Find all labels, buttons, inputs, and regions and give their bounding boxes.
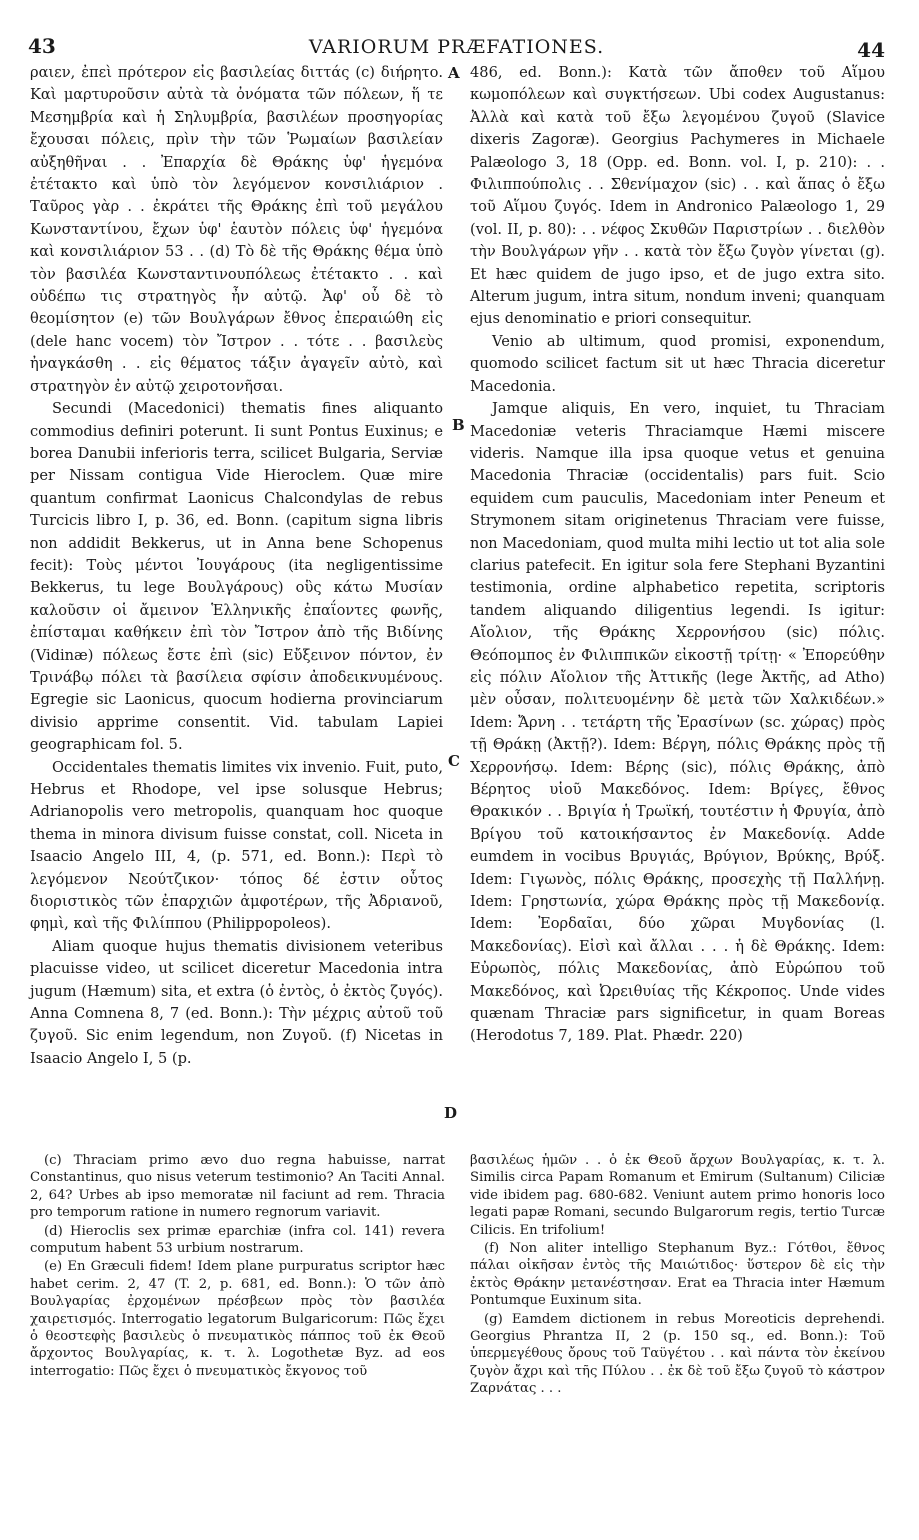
page-number-right: 44 <box>857 38 885 62</box>
right-column <box>470 62 885 1048</box>
footnote-g: (g) Eamdem dictionem in rebus Moreoticis deprehendi. Georgius Phrantza II, 2 (p. 150 sq., ed. Bonn.): Τοῦ ὑπερμεγέθους ὄρους τοῦ Ταϋγέτου . . καὶ πάντα τὸν ἐκείνου ζυγὸν ἄχρι καὶ τῆς Πύλου . . ἐκ δὲ τοῦ ἔξω ζυγοῦ τὸ κάστρον Ζαρνάτας . . . <box>470 1311 885 1397</box>
margin-marker-b: B <box>452 416 465 434</box>
footnotes-left <box>30 1152 445 1381</box>
left-paragraph-4: Aliam quoque hujus thematis divisionem veteribus placuisse video, ut scilicet diceretur Macedonia intra jugum (Hæmum) sita, et extra (ὁ ἐντὸς, ὁ ἐκτὸς ζυγός). Anna Comnena 8, 7 (ed. Bonn.): Τὴν μέχρις αὐτοῦ τοῦ ζυγοῦ. Sic enim legendum, non Ζυγοῦ. (f) Nicetas in Isaacio Angelo I, 5 (p. <box>30 937 443 1067</box>
page-number-left: 43 <box>28 34 56 58</box>
left-paragraph-3: Occidentales thematis limites vix invenio. Fuit, puto, Hebrus et Rhodope, vel ipse solusque Hebrus; Adrianopolis vero metropolis, quanquam hoc quoque thema in minora divisum fuisse constat, coll. Niceta in Isaacio Angelo III, 4, (p. 571, ed. Bonn.): Περὶ τὸ λεγόμενον Νεούτζικον· τόπος δέ ἐστιν οὗτος διοριστικὸς τῶν ἐπαρχιῶν ἀμφοτέρων, τῆς Ἀδριανοῦ, φημὶ, καὶ τῆς Φιλίππου (Philippopoleos). <box>30 758 443 933</box>
margin-marker-c: C <box>448 752 460 770</box>
page-header <box>28 34 885 60</box>
margin-marker-d: D <box>444 1104 458 1122</box>
footnote-c: (c) Thraciam primo ævo duo regna habuisse, narrat Constantinus, quo nisus veterum testimonio? An Taciti Annal. 2, 64? Urbes ab ipso memoratæ nil faciunt ad rem. Thracia pro temporum ratione in numero regnorum variavit. <box>30 1153 445 1221</box>
left-paragraph-1: ραιεν, ἐπεὶ πρότερον εἰς βασιλείας διττάς (c) διήρητο. Καὶ μαρτυροῦσιν αὐτὰ τὰ ὀνόματα τῶν πόλεων, ἥ τε Μεσημβρία καὶ ἡ Σηλυμβρία, βασιλέων προσηγορίας ἔχουσαι πόλεις, πρὶν τὴν τῶν Ῥωμαίων βασιλείαν αὐξηθῆναι . . Ἐπαρχία δὲ Θράκης ὑφ' ἡγεμόνα ἐτέτακτο καὶ ὑπὸ τὸν λεγόμενον κονσιλιάριον . Ταῦρος γὰρ . . ἐκράτει τῆς Θράκης ἐπὶ τοῦ μεγάλου Κωνσταντίνου, ἔχων ὑφ' ἑαυτὸν πόλεις ὑφ' ἡγεμόνα καὶ κονσιλιάριον 53 . . (d) Τὸ δὲ τῆς Θράκης θέμα ὑπὸ τὸν βασιλέα Κωνσταντινουπόλεως ἐτέτακτο . . καὶ οὐδέπω τις στρατηγὸς ἦν αὐτῷ. Ἀφ' οὗ δὲ τὸ θεομίσητον (e) τῶν Βουλγάρων ἔθνος ἐπεραιώθη εἰς (dele hanc vocem) τὸν Ἴστρον . . τότε . . βασιλεὺς ἠναγκάσθη . . εἰς θέματος τάξιν ἀγαγεῖν αὐτὸ, καὶ στρατηγὸν ἐν αὐτῷ χειροτονῆσαι. <box>30 64 443 395</box>
right-paragraph-3: Jamque aliquis, En vero, inquiet, tu Thraciam Macedoniæ veteris Thraciamque Hæmi miscere videris. Namque illa ipsa quoque vetus et genuina Macedonia Thraciæ (occidentalis) pars fuit. Scio equidem cum pauculis, Macedoniam inter Peneum et Strymonem sitam originetenus Thraciam vere fuisse, non Macedoniam, quod multa mihi lectio ut tot alia sole clarius patefecit. En igitur sola fere Stephani Byzantini testimonia, ordine alphabetico repetita, scriptoris tandem aliquando diligentius legendi. Is igitur: Αἴολιον, τῆς Θράκης Χερρονήσου (sic) πόλις. Θεόπομπος ἐν Φιλιππικῶν εἰκοστῇ τρίτῃ· « Ἐπορεύθην εἰς πόλιν Αἴολιον τῆς Ἀττικῆς (lege Ἀκτῆς, ad Atho) μὲν οὖσαν, πολιτευομένην δὲ μετὰ τῶν Χαλκιδέων.» Idem: Ἄρνη . . τετάρτη τῆς Ἐρασίνων (sc. χώρας) πρὸς τῇ Θράκῃ (Ἀκτῇ?). Idem: Βέργη, πόλις Θράκης πρὸς τῇ Χερρονήσῳ. Idem: Βέρης (sic), πόλις Θράκης, ἀπὸ Βέρητος υἱοῦ Μακεδόνος. Idem: Βρίγες, ἔθνος Θρακικόν . . Βριγία ἡ Τρωϊκή, τουτέστιν ἡ Φρυγία, ἀπὸ Βρίγου τοῦ κατοικήσαντος ἐν Μακεδονίᾳ. Adde eumdem in vocibus Βρυγιάς, Βρύγιον, Βρύκης, Βρύξ. Idem: Γιγωνὸς, πόλις Θράκης, προσεχὴς τῇ Παλλήνῃ. Idem: Γρηστωνία, χώρα Θράκης πρὸς τῇ Μακεδονίᾳ. Idem: Ἐορδαῖαι, δύο χῶραι Μυγδονίας (l. Μακεδονίας). Εἰσὶ καὶ ἄλλαι . . . ἡ δὲ Θράκης. Idem: Εὐρωπὸς, πόλις Μακεδονίας, ἀπὸ Εὐρώπου τοῦ Μακεδόνος, καὶ Ὠρειθυίας τῆς Κέκροπος. Unde vides quænam Thraciæ pars significetur, in quam Boreas (Herodotus 7, 189. Plat. Phædr. 220) <box>470 400 885 1045</box>
running-title: VARIORUM PRÆFATIONES. <box>308 36 605 58</box>
footnote-f: (f) Non aliter intelligo Stephanum Byz.: Γότθοι, ἔθνος πάλαι οἰκῆσαν ἐντὸς τῆς Μαιώτιδος· ὕστερον δὲ εἰς τὴν ἐκτὸς Θράκην μετανέστησαν. Erat ea Thracia inter Hæmum Pontumque Euxinum sita. <box>470 1241 885 1309</box>
footnotes-right <box>470 1152 885 1399</box>
footnote-e: (e) En Græculi fidem! Idem plane purpuratus scriptor hæc habet cerim. 2, 47 (T. 2, p. 681, ed. Bonn.): Ὁ τῶν ἀπὸ Βουλγαρίας ἐρχομένων πρέσβεων πρὸς τὸν βασιλέα χαιρετισμός. Interrogatio legatorum Bulgaricorum: Πῶς ἔχει ὁ θεοστεφὴς βασιλεὺς ὁ πνευματικὸς πάππος τοῦ ἐκ Θεοῦ ἄρχοντος Βουλγαρίας, κ. τ. λ. Logothetæ Byz. ad eos interrogatio: Πῶς ἔχει ὁ πνευματικὸς ἔκγονος τοῦ <box>30 1259 445 1379</box>
right-paragraph-1: 486, ed. Bonn.): Κατὰ τῶν ἄποθεν τοῦ Αἵμου κωμοπόλεων καὶ συγκτήσεων. Ubi codex Augustanus: Ἀλλὰ καὶ κατὰ τοῦ ἔξω λεγομένου ζυγοῦ (Slavice dixeris Zagoræ). Georgius Pachymeres in Michaele Palæologo 3, 18 (Opp. ed. Bonn. vol. I, p. 210): . . Φιλιππούπολις . . Σθενίμαχον (sic) . . καὶ ἅπας ὁ ἔξω τοῦ Αἵμου ζυγός. Idem in Andronico Palæologo 1, 29 (vol. II, p. 80): . . νέφος Σκυθῶν Παριστρίων . . διελθὸν τὴν Βουλγάρων γῆν . . κατὰ τὸν ἔξω ζυγὸν γίνεται (g). Et hæc quidem de jugo ipso, et de jugo extra sito. Alterum jugum, intra situm, nondum inveni; quanquam ejus denominatio e priori consequitur. <box>470 64 885 328</box>
right-paragraph-2: Venio ab ultimum, quod promisi, exponendum, quomodo scilicet factum sit ut hæc Thracia diceretur Macedonia. <box>470 332 885 395</box>
footnote-e-continued: βασιλέως ἡμῶν . . ὁ ἐκ Θεοῦ ἄρχων Βουλγαρίας, κ. τ. λ. Similis circa Papam Romanum et Emirum (Sultanum) Ciliciæ vide ibidem pag. 680-682. Veniunt autem primo honoris loco legati papæ Romani, secundo Bulgarorum regis, tertio Turcæ Cilicis. En trifolium! <box>470 1153 885 1238</box>
left-column <box>30 62 443 1070</box>
margin-marker-a: A <box>448 64 460 82</box>
left-paragraph-2: Secundi (Macedonici) thematis fines aliquanto commodius definiri poterunt. Ii sunt Pontus Euxinus; e borea Danubii inferioris terra, scilicet Bulgaria, Serviæ per Nissam contigua Vide Hieroclem. Quæ mire quantum confirmat Laonicus Chalcondylas de rebus Turcicis libro I, p. 36, ed. Bonn. (capitum signa libris non addidit Bekkerus, ut in Anna bene Schopenus fecit): Τοὺς μέντοι Ἰουγάρους (ita negligentissime Bekkerus, tu lege Βουλγάρους) οὓς κάτω Μυσίαν καλοῦσιν οἱ ἄμεινον Ἑλληνικῆς ἐπαΐοντες φωνῆς, ἐπίσταμαι καθήκειν ἐπὶ τὸν Ἴστρον ἀπὸ τῆς Βιδίνης (Vidinæ) πόλεως ἔστε ἐπὶ (sic) Εὔξεινον πόντον, ἐν Τρινάβῳ πόλει τὰ βασίλεια σφίσιν ἀποδεικνυμένους. Egregie sic Laonicus, quocum hodierna provinciarum divisio apprime consentit. Vid. tabulam Lapiei geographicam fol. 5. <box>30 400 443 754</box>
footnote-d: (d) Hieroclis sex primæ eparchiæ (infra col. 141) revera computum habent 53 urbium nostrarum. <box>30 1223 445 1257</box>
